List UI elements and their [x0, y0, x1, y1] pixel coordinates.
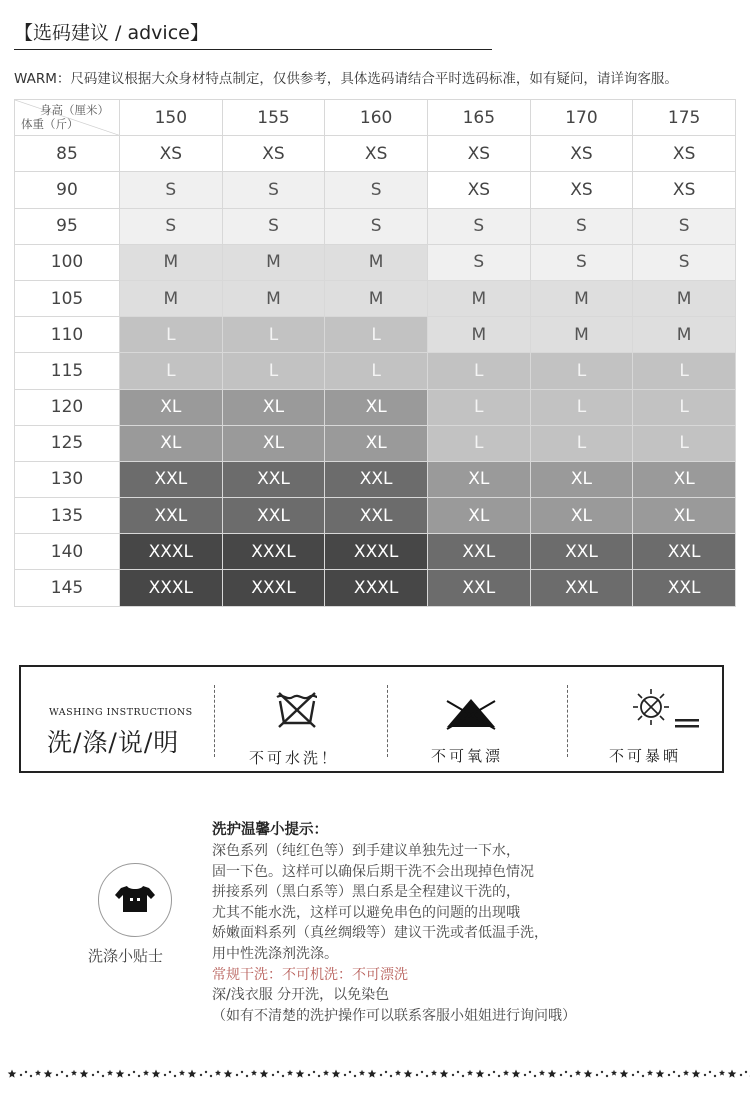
size-cell: XL: [120, 389, 223, 425]
size-cell: XL: [325, 425, 428, 461]
dot-mark: [390, 1075, 392, 1077]
star-mark: [287, 1070, 293, 1076]
tips-badge: [98, 863, 172, 937]
dot-mark: [205, 1071, 207, 1073]
dot-mark: [632, 1074, 634, 1076]
tips-badge-label: 洗涤小贴士: [88, 947, 164, 965]
size-cell: L: [530, 353, 633, 389]
dot-mark: [164, 1074, 166, 1076]
size-cell: XS: [120, 136, 223, 172]
dot-mark: [668, 1074, 670, 1076]
height-header: 175: [633, 100, 736, 136]
dot-mark: [169, 1071, 171, 1073]
size-cell: XXL: [222, 498, 325, 534]
height-header: 160: [325, 100, 428, 136]
size-cell: L: [120, 317, 223, 353]
size-cell: XL: [222, 425, 325, 461]
size-cell: XXL: [325, 498, 428, 534]
table-row: [15, 244, 736, 280]
star-mark: [395, 1070, 401, 1076]
table-row: [15, 208, 736, 244]
star-mark: [656, 1070, 665, 1078]
tips-title: 洗护温馨小提示：: [212, 822, 328, 838]
tips-line: 尤其不能水洗，这样可以避免串色的问题的出现哦: [212, 904, 520, 921]
weight-cell: 105: [15, 280, 120, 316]
star-divider: [0, 1064, 750, 1084]
star-mark: [152, 1070, 161, 1078]
dot-mark: [704, 1074, 706, 1076]
size-cell: XL: [427, 461, 530, 497]
table-row: [15, 172, 736, 208]
table-row: [15, 317, 736, 353]
title-rule: [14, 49, 492, 50]
star-mark: [503, 1070, 509, 1076]
height-axis-label: 身高（厘米）: [40, 103, 109, 117]
tips-highlight: 常规干洗：不可机洗：不可漂洗: [212, 966, 408, 983]
dot-mark: [102, 1075, 104, 1077]
size-cell: XS: [530, 136, 633, 172]
size-cell: XL: [530, 461, 633, 497]
size-chart-table: [14, 99, 736, 607]
size-cell: L: [427, 353, 530, 389]
no-wash-icon: [273, 689, 321, 729]
size-cell: M: [222, 280, 325, 316]
star-mark: [323, 1070, 329, 1076]
dot-mark: [128, 1074, 130, 1076]
dot-mark: [606, 1075, 608, 1077]
star-mark: [512, 1070, 521, 1078]
tips-line: 固一下色。这样可以确保后期干洗不会出现掉色情况: [212, 863, 534, 880]
star-mark: [179, 1070, 185, 1076]
size-cell: M: [325, 280, 428, 316]
dot-mark: [714, 1075, 716, 1077]
size-cell: XL: [120, 425, 223, 461]
dot-mark: [61, 1071, 63, 1073]
size-cell: XXXL: [120, 570, 223, 606]
table-row: [15, 280, 736, 316]
washing-title-en: WASHING INSTRUCTIONS: [49, 707, 193, 718]
size-cell: M: [222, 244, 325, 280]
weight-cell: 130: [15, 461, 120, 497]
weight-cell: 90: [15, 172, 120, 208]
divider: [387, 685, 388, 757]
divider: [567, 685, 568, 757]
size-cell: XL: [530, 498, 633, 534]
weight-axis-label: 体重（斤）: [21, 117, 79, 132]
size-cell: M: [120, 244, 223, 280]
dot-mark: [354, 1075, 356, 1077]
header-row: [15, 100, 736, 136]
star-mark: [404, 1070, 413, 1078]
tips-line: 拼接系列（黑白系等）黑白系是全程建议干洗的，: [212, 884, 520, 901]
star-mark: [143, 1070, 149, 1076]
size-cell: L: [633, 353, 736, 389]
star-mark: [188, 1070, 197, 1078]
weight-cell: 135: [15, 498, 120, 534]
dot-mark: [462, 1075, 464, 1077]
dot-mark: [25, 1071, 27, 1073]
dot-mark: [380, 1074, 382, 1076]
size-cell: XXXL: [325, 570, 428, 606]
weight-cell: 125: [15, 425, 120, 461]
size-cell: M: [427, 280, 530, 316]
size-cell: XL: [633, 461, 736, 497]
dot-mark: [138, 1075, 140, 1077]
weight-cell: 85: [15, 136, 120, 172]
tips-line: 深/浅衣服 分开洗，以免染色: [212, 987, 390, 1004]
star-mark: [584, 1070, 593, 1078]
star-mark: [251, 1070, 257, 1076]
dot-mark: [385, 1071, 387, 1073]
star-mark: [467, 1070, 473, 1076]
star-mark: [260, 1070, 269, 1078]
dot-mark: [493, 1071, 495, 1073]
dot-mark: [349, 1071, 351, 1073]
size-cell: L: [325, 353, 428, 389]
size-cell: XS: [222, 136, 325, 172]
tshirt-icon: [99, 864, 171, 936]
size-cell: XXL: [530, 570, 633, 606]
no-bleach-icon: [443, 695, 499, 731]
star-mark: [620, 1070, 629, 1078]
star-mark: [116, 1070, 125, 1078]
size-cell: L: [530, 389, 633, 425]
dot-mark: [452, 1074, 454, 1076]
dot-mark: [565, 1071, 567, 1073]
dot-mark: [498, 1075, 500, 1077]
wash-label-no-sun: 不可暴晒: [609, 747, 682, 765]
size-cell: XXL: [120, 498, 223, 534]
weight-cell: 100: [15, 244, 120, 280]
dot-mark: [92, 1074, 94, 1076]
size-cell: L: [427, 425, 530, 461]
washing-title-cn: 洗/涤/说/明: [47, 728, 180, 757]
weight-cell: 140: [15, 534, 120, 570]
corner-cell: [15, 100, 120, 136]
size-cell: XXL: [120, 461, 223, 497]
height-header: 165: [427, 100, 530, 136]
dot-mark: [313, 1071, 315, 1073]
size-cell: S: [120, 172, 223, 208]
star-mark: [440, 1070, 449, 1078]
star-mark: [431, 1070, 437, 1076]
wash-label-no-water: 不可水洗！: [249, 749, 340, 767]
size-cell: XS: [427, 172, 530, 208]
wash-label-no-bleach: 不可氧漂: [431, 747, 504, 765]
table-row: [15, 425, 736, 461]
dot-mark: [529, 1071, 531, 1073]
dot-mark: [740, 1074, 742, 1076]
size-cell: S: [633, 244, 736, 280]
star-mark: [539, 1070, 545, 1076]
dot-mark: [426, 1075, 428, 1077]
table-row: [15, 461, 736, 497]
dot-mark: [56, 1074, 58, 1076]
table-row: [15, 570, 736, 606]
dot-mark: [308, 1074, 310, 1076]
dot-mark: [97, 1071, 99, 1073]
size-cell: XXXL: [222, 570, 325, 606]
dot-mark: [210, 1075, 212, 1077]
star-mark: [368, 1070, 377, 1078]
tips-line: 深色系列（纯红色等）到手建议单独先过一下水，: [212, 843, 520, 859]
size-cell: XS: [530, 172, 633, 208]
size-cell: XXL: [633, 534, 736, 570]
dot-mark: [488, 1074, 490, 1076]
star-mark: [35, 1070, 41, 1076]
star-mark: [728, 1070, 737, 1078]
height-header: 170: [530, 100, 633, 136]
star-mark: [476, 1070, 485, 1078]
star-mark: [719, 1070, 725, 1076]
page-title: 【选码建议 / advice】: [14, 22, 209, 44]
dot-mark: [596, 1074, 598, 1076]
table-row: [15, 389, 736, 425]
star-mark: [44, 1070, 53, 1078]
dot-mark: [524, 1074, 526, 1076]
size-cell: XXL: [427, 570, 530, 606]
size-cell: S: [222, 208, 325, 244]
dot-mark: [30, 1075, 32, 1077]
warm-note: WARM：尺码建议根据大众身材特点制定，仅供参考，具体选码请结合平时选码标准，如有疑问，请详询客服。: [14, 71, 678, 87]
dot-mark: [277, 1071, 279, 1073]
dot-mark: [416, 1074, 418, 1076]
weight-cell: 95: [15, 208, 120, 244]
size-cell: XXL: [530, 534, 633, 570]
no-sun-dry-icon: [627, 687, 703, 735]
size-cell: L: [633, 425, 736, 461]
star-mark: [692, 1070, 701, 1078]
size-cell: S: [120, 208, 223, 244]
size-cell: XL: [222, 389, 325, 425]
size-cell: S: [427, 244, 530, 280]
size-cell: XXXL: [222, 534, 325, 570]
size-cell: XS: [427, 136, 530, 172]
star-mark: [647, 1070, 653, 1076]
size-cell: M: [530, 280, 633, 316]
size-cell: XXL: [222, 461, 325, 497]
table-row: [15, 534, 736, 570]
size-cell: S: [530, 244, 633, 280]
dot-mark: [601, 1071, 603, 1073]
size-cell: S: [325, 208, 428, 244]
dot-mark: [20, 1074, 22, 1076]
size-cell: L: [120, 353, 223, 389]
size-cell: S: [427, 208, 530, 244]
size-cell: M: [633, 317, 736, 353]
divider: [214, 685, 215, 757]
weight-cell: 115: [15, 353, 120, 389]
dot-mark: [637, 1071, 639, 1073]
star-mark: [611, 1070, 617, 1076]
size-cell: L: [325, 317, 428, 353]
dot-mark: [570, 1075, 572, 1077]
star-mark: [215, 1070, 221, 1076]
dot-mark: [344, 1074, 346, 1076]
size-cell: M: [120, 280, 223, 316]
care-tips: [212, 820, 732, 1026]
size-cell: S: [633, 208, 736, 244]
star-mark: [8, 1070, 17, 1078]
dot-mark: [560, 1074, 562, 1076]
dot-mark: [318, 1075, 320, 1077]
size-cell: L: [427, 389, 530, 425]
dot-mark: [282, 1075, 284, 1077]
dot-mark: [133, 1071, 135, 1073]
dot-mark: [673, 1071, 675, 1073]
star-mark: [359, 1070, 365, 1076]
size-cell: XL: [633, 498, 736, 534]
dot-mark: [66, 1075, 68, 1077]
dot-mark: [534, 1075, 536, 1077]
size-cell: L: [222, 353, 325, 389]
size-cell: XS: [633, 136, 736, 172]
dot-mark: [241, 1071, 243, 1073]
star-mark: [575, 1070, 581, 1076]
size-cell: M: [427, 317, 530, 353]
table-row: [15, 353, 736, 389]
table-row: [15, 498, 736, 534]
dot-mark: [246, 1075, 248, 1077]
height-header: 155: [222, 100, 325, 136]
dot-mark: [745, 1071, 747, 1073]
dot-mark: [642, 1075, 644, 1077]
size-cell: XXL: [633, 570, 736, 606]
star-mark: [683, 1070, 689, 1076]
size-cell: M: [530, 317, 633, 353]
size-cell: M: [633, 280, 736, 316]
dot-mark: [709, 1071, 711, 1073]
star-mark: [224, 1070, 233, 1078]
size-cell: L: [633, 389, 736, 425]
tips-line: 用中性洗涤剂洗涤。: [212, 945, 338, 962]
size-cell: XL: [427, 498, 530, 534]
star-mark: [80, 1070, 89, 1078]
dot-mark: [236, 1074, 238, 1076]
size-cell: XXXL: [120, 534, 223, 570]
size-cell: XXXL: [325, 534, 428, 570]
size-cell: S: [530, 208, 633, 244]
size-cell: XL: [325, 389, 428, 425]
height-header: 150: [120, 100, 223, 136]
size-cell: S: [222, 172, 325, 208]
table-row: [15, 136, 736, 172]
tips-line: （如有不清楚的洗护操作可以联系客服小姐姐进行询问哦）: [212, 1007, 576, 1024]
size-cell: L: [222, 317, 325, 353]
dot-mark: [272, 1074, 274, 1076]
dot-mark: [200, 1074, 202, 1076]
star-mark: [107, 1070, 113, 1076]
star-mark: [548, 1070, 557, 1078]
dot-mark: [678, 1075, 680, 1077]
dot-mark: [174, 1075, 176, 1077]
star-mark: [71, 1070, 77, 1076]
size-cell: XXL: [427, 534, 530, 570]
size-cell: S: [325, 172, 428, 208]
size-cell: XS: [633, 172, 736, 208]
dot-mark: [457, 1071, 459, 1073]
star-mark: [332, 1070, 341, 1078]
washing-instructions-box: [19, 665, 724, 773]
weight-cell: 120: [15, 389, 120, 425]
size-cell: XXL: [325, 461, 428, 497]
size-cell: XS: [325, 136, 428, 172]
size-cell: M: [325, 244, 428, 280]
dot-mark: [421, 1071, 423, 1073]
weight-cell: 145: [15, 570, 120, 606]
tips-line: 娇嫩面料系列（真丝绸缎等）建议干洗或者低温手洗，: [212, 925, 548, 942]
star-mark: [296, 1070, 305, 1078]
weight-cell: 110: [15, 317, 120, 353]
size-cell: L: [530, 425, 633, 461]
